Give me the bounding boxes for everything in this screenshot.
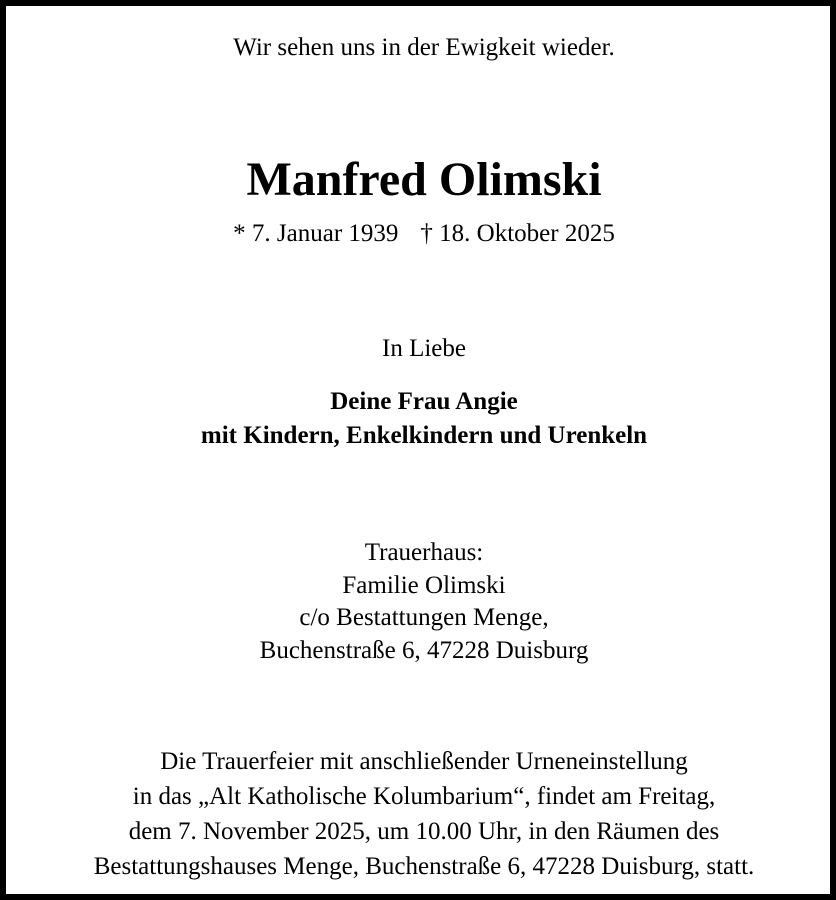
address-line: c/o Bestattungen Menge, (299, 604, 549, 631)
mourner-line: mit Kindern, Enkelkindern und Urenkeln (200, 422, 648, 449)
address-line: Familie Olimski (342, 571, 506, 599)
ceremony-line: dem 7. November 2025, um 10.00 Uhr, in den Räumen des (128, 818, 720, 845)
motto-text: Wir sehen uns in der Ewigkeit wieder. (233, 34, 615, 61)
mourner-line: Deine Frau Angie (330, 388, 518, 415)
life-dates (6, 217, 836, 251)
ceremony-line: Bestattungshauses Menge, Buchenstraße 6, 47228 Duisburg, statt. (93, 853, 755, 880)
ceremony-line: in das „Alt Katholische Kolumbarium“, findet am Freitag, (132, 783, 716, 810)
closing-text: In Liebe (382, 335, 466, 362)
death-date: † 18. Oktober 2025 (420, 220, 615, 247)
deceased-name: Manfred Olimski (246, 153, 602, 206)
address-line: Trauerhaus: (364, 539, 484, 566)
address-line: Buchenstraße 6, 47228 Duisburg (259, 636, 589, 664)
ceremony-info (6, 744, 836, 884)
ceremony-line: Die Trauerfeier mit anschließender Urneneinstellung (160, 748, 688, 775)
mourners-block (6, 385, 836, 453)
mourning-house-address (6, 537, 836, 667)
birth-date: * 7. Januar 1939 (233, 220, 399, 247)
